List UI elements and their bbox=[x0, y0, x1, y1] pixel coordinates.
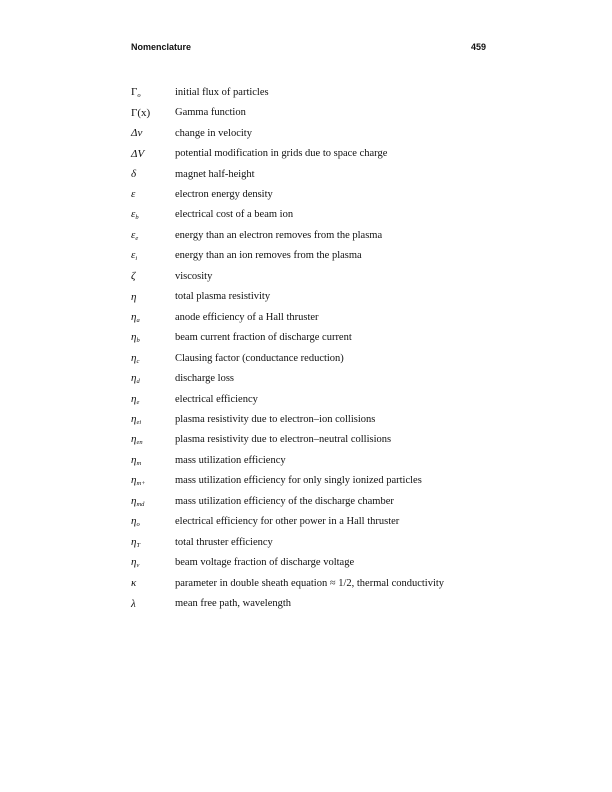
entry-symbol bbox=[131, 556, 175, 569]
nomenclature-entry bbox=[131, 205, 491, 225]
entry-description: total thruster efficiency bbox=[175, 536, 273, 548]
entry-description: total plasma resistivity bbox=[175, 291, 271, 303]
symbol-base: ε bbox=[131, 208, 136, 221]
entry-symbol bbox=[131, 372, 175, 385]
nomenclature-entry bbox=[131, 532, 491, 552]
entry-symbol bbox=[131, 393, 175, 406]
entry-description: initial flux of particles bbox=[175, 86, 269, 98]
symbol-base: ζ bbox=[131, 270, 136, 283]
nomenclature-entry bbox=[131, 287, 491, 307]
symbol-base: ΔV bbox=[131, 147, 145, 160]
nomenclature-entry bbox=[131, 102, 491, 122]
nomenclature-entry bbox=[131, 450, 491, 470]
entry-description: mass utilization efficiency bbox=[175, 454, 286, 466]
entry-description: parameter in double sheath equation ≈ 1/2, thermal conductivity bbox=[175, 577, 445, 589]
entry-symbol bbox=[131, 352, 175, 365]
nomenclature-entry bbox=[131, 307, 491, 327]
symbol-base: ε bbox=[131, 188, 136, 201]
entry-symbol bbox=[131, 311, 175, 324]
entry-description: electrical efficiency for other power in a Hall thruster bbox=[175, 516, 400, 528]
nomenclature-entry bbox=[131, 225, 491, 245]
entry-symbol bbox=[131, 270, 175, 282]
nomenclature-entry bbox=[131, 512, 491, 532]
symbol-base: ε bbox=[131, 228, 136, 241]
entry-symbol bbox=[131, 413, 175, 426]
nomenclature-entry bbox=[131, 246, 491, 266]
symbol-base: η bbox=[131, 310, 137, 323]
page-number: 459 bbox=[470, 42, 486, 52]
entry-symbol bbox=[131, 598, 175, 610]
symbol-base: η bbox=[131, 372, 137, 385]
entry-symbol bbox=[131, 515, 175, 528]
nomenclature-entry bbox=[131, 164, 491, 184]
symbol-subscript: en bbox=[136, 439, 143, 447]
entry-symbol bbox=[131, 291, 175, 303]
symbol-base: Γ(x) bbox=[131, 106, 151, 119]
entry-symbol bbox=[131, 208, 175, 221]
entry-symbol bbox=[131, 536, 175, 549]
nomenclature-list bbox=[131, 82, 491, 614]
entry-symbol bbox=[131, 148, 175, 160]
entry-symbol bbox=[131, 86, 175, 99]
nomenclature-entry bbox=[131, 430, 491, 450]
entry-description: electrical efficiency bbox=[175, 393, 258, 405]
nomenclature-entry bbox=[131, 573, 491, 593]
entry-symbol bbox=[131, 127, 175, 139]
entry-description: discharge loss bbox=[175, 373, 235, 385]
symbol-base: η bbox=[131, 412, 137, 425]
nomenclature-entry bbox=[131, 143, 491, 163]
symbol-subscript: m+ bbox=[136, 480, 146, 488]
entry-description: change in velocity bbox=[175, 127, 252, 139]
entry-symbol bbox=[131, 454, 175, 467]
entry-description: potential modification in grids due to space charge bbox=[175, 148, 388, 160]
nomenclature-entry bbox=[131, 552, 491, 572]
symbol-base: η bbox=[131, 392, 137, 405]
symbol-subscript: o bbox=[137, 91, 141, 99]
symbol-base: η bbox=[131, 474, 137, 487]
nomenclature-entry bbox=[131, 409, 491, 429]
symbol-subscript: b bbox=[135, 214, 139, 222]
symbol-subscript: e bbox=[135, 234, 139, 242]
nomenclature-entry bbox=[131, 491, 491, 511]
symbol-base: η bbox=[131, 433, 137, 446]
entry-description: beam current fraction of discharge current bbox=[175, 332, 352, 344]
entry-symbol bbox=[131, 495, 175, 508]
symbol-base: η bbox=[131, 331, 137, 344]
symbol-subscript: i bbox=[135, 255, 138, 263]
entry-description: electron energy density bbox=[175, 188, 273, 200]
entry-description: anode efficiency of a Hall thruster bbox=[175, 311, 319, 323]
entry-description: viscosity bbox=[175, 270, 213, 282]
entry-symbol bbox=[131, 577, 175, 589]
symbol-base: η bbox=[131, 453, 137, 466]
entry-description: energy than an ion removes from the plasma bbox=[175, 250, 362, 262]
symbol-base: Γ bbox=[131, 85, 138, 98]
nomenclature-entry bbox=[131, 368, 491, 388]
nomenclature-entry bbox=[131, 327, 491, 347]
entry-symbol bbox=[131, 249, 175, 262]
entry-description: Clausing factor (conductance reduction) bbox=[175, 352, 344, 364]
symbol-subscript: md bbox=[136, 500, 145, 508]
entry-symbol bbox=[131, 107, 175, 119]
symbol-subscript: v bbox=[136, 562, 140, 570]
entry-symbol bbox=[131, 229, 175, 242]
entry-description: mass utilization efficiency for only singly ionized particles bbox=[175, 475, 422, 487]
entry-description: Gamma function bbox=[175, 107, 246, 119]
entry-symbol bbox=[131, 331, 175, 344]
entry-symbol bbox=[131, 433, 175, 446]
symbol-base: η bbox=[131, 494, 137, 507]
entry-description: plasma resistivity due to electron–ion collisions bbox=[175, 413, 376, 425]
nomenclature-entry bbox=[131, 471, 491, 491]
entry-description: mean free path, wavelength bbox=[175, 598, 292, 610]
entry-description: electrical cost of a beam ion bbox=[175, 209, 294, 221]
symbol-subscript: T bbox=[136, 541, 141, 549]
symbol-subscript: d bbox=[136, 378, 140, 386]
entry-description: beam voltage fraction of discharge voltage bbox=[175, 557, 355, 569]
entry-symbol bbox=[131, 168, 175, 180]
entry-symbol bbox=[131, 188, 175, 200]
nomenclature-entry bbox=[131, 123, 491, 143]
symbol-base: η bbox=[131, 290, 137, 303]
nomenclature-entry bbox=[131, 82, 491, 102]
entry-symbol bbox=[131, 474, 175, 487]
symbol-base: η bbox=[131, 351, 137, 364]
symbol-base: η bbox=[131, 515, 137, 528]
entry-description: mass utilization efficiency of the discharge chamber bbox=[175, 495, 394, 507]
running-header-title: Nomenclature bbox=[131, 42, 192, 52]
symbol-subscript: b bbox=[136, 337, 140, 345]
symbol-subscript: c bbox=[136, 357, 140, 365]
entry-description: magnet half-height bbox=[175, 168, 255, 180]
symbol-base: λ bbox=[131, 597, 136, 610]
symbol-base: ε bbox=[131, 249, 136, 262]
symbol-base: δ bbox=[131, 168, 137, 181]
symbol-base: Δv bbox=[131, 127, 143, 140]
nomenclature-entry bbox=[131, 593, 491, 613]
nomenclature-entry bbox=[131, 266, 491, 286]
nomenclature-entry bbox=[131, 348, 491, 368]
symbol-subscript: m bbox=[136, 459, 142, 467]
entry-description: energy than an electron removes from the plasma bbox=[175, 229, 383, 241]
nomenclature-entry bbox=[131, 389, 491, 409]
nomenclature-entry bbox=[131, 184, 491, 204]
symbol-base: κ bbox=[131, 577, 137, 590]
symbol-subscript: ei bbox=[136, 418, 142, 426]
symbol-subscript: a bbox=[136, 316, 140, 324]
symbol-base: η bbox=[131, 556, 137, 569]
symbol-subscript: e bbox=[136, 398, 140, 406]
entry-description: plasma resistivity due to electron–neutral collisions bbox=[175, 434, 392, 446]
symbol-base: η bbox=[131, 535, 137, 548]
symbol-subscript: o bbox=[136, 521, 140, 529]
